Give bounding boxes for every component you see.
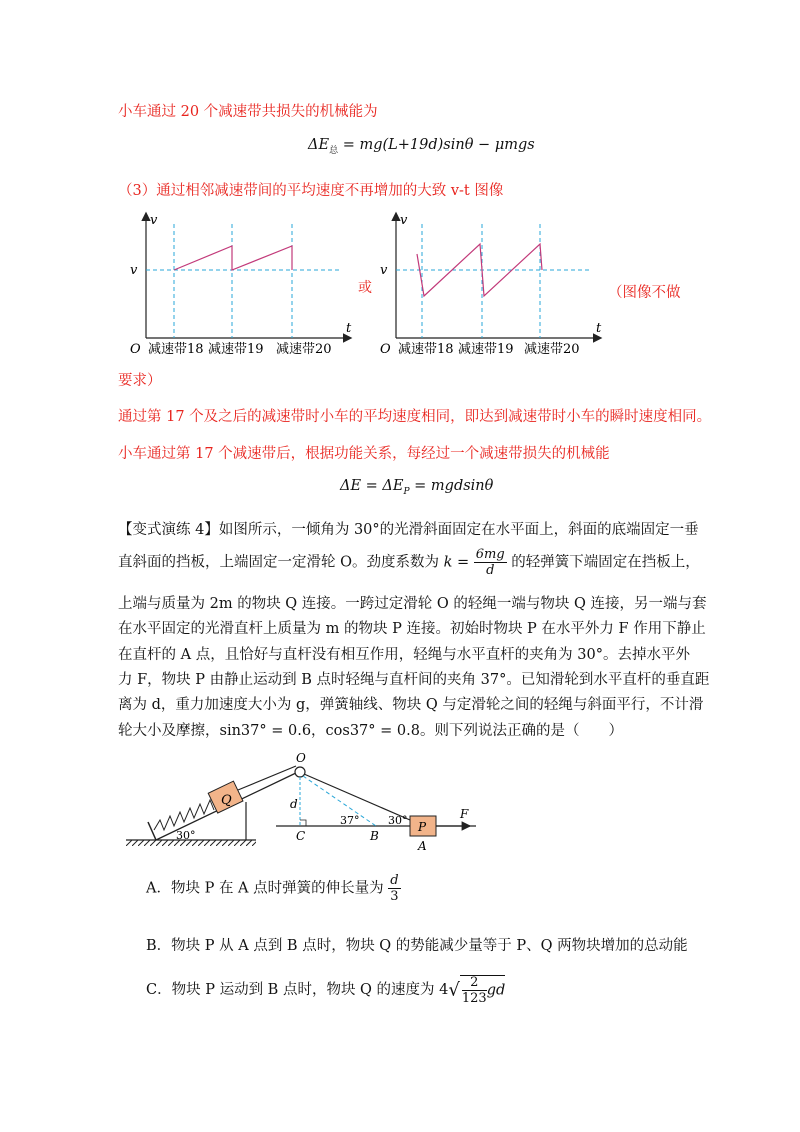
- question-line-6: 力 F，物块 P 由静止运动到 B 点时轻绳与直杆间的夹角 37°。已知滑轮到水平直杆的垂直距: [118, 672, 710, 688]
- label-p: P: [418, 820, 427, 834]
- right-t-label: t: [596, 321, 602, 336]
- left-vt-curve: [174, 246, 292, 270]
- option-c-gd: gd: [486, 982, 506, 999]
- left-v-label: v: [150, 213, 158, 228]
- or-label: 或: [358, 280, 372, 296]
- right-v-level-label: v: [380, 263, 388, 278]
- option-a-num: d: [390, 873, 399, 888]
- formula2-lhs: ΔE = ΔE: [340, 478, 404, 494]
- right-v-label: v: [400, 213, 408, 228]
- text-energy-loss-20: 小车通过 20 个减速带共损失的机械能为: [118, 104, 378, 120]
- k-fraction: [474, 548, 507, 577]
- label-d: d: [290, 797, 298, 811]
- left-tick-20: 减速带20: [276, 342, 332, 357]
- option-a: [146, 874, 401, 903]
- question-line-2-text-b: 的轻弹簧下端固定在挡板上，: [511, 554, 700, 571]
- formula-sub: 总: [329, 145, 339, 156]
- label-37: 37°: [340, 814, 360, 827]
- label-30-right: 30°: [388, 814, 408, 827]
- left-tick-19: 减速带19: [208, 342, 264, 357]
- question-line-4: 在水平固定的光滑直杆上质量为 m 的物块 P 连接。初始时物块 P 在水平外力 F 作用下静止: [118, 621, 706, 637]
- option-c-num: 2: [462, 976, 487, 991]
- right-tick-19: 减速带19: [458, 342, 514, 357]
- option-c-radicand: [460, 975, 505, 1005]
- text-graph-note-left: 要求）: [118, 373, 162, 389]
- formula2-sub: P: [403, 486, 410, 497]
- question-line-1: 【变式演练 4】如图所示，一倾角为 30°的光滑斜面固定在水平面上，斜面的底端固定一垂: [118, 522, 699, 538]
- text-energy-per-bump: 小车通过第 17 个减速带后，根据功能关系，每经过一个减速带损失的机械能: [118, 446, 610, 462]
- sqrt-icon: √: [448, 979, 460, 1001]
- left-t-label: t: [346, 321, 352, 336]
- right-angle-mark: [300, 820, 306, 826]
- option-b: B．物块 P 从 A 点到 B 点时，物块 Q 的势能减少量等于 P、Q 两物块增加的总动能: [146, 938, 688, 954]
- text-graph-note-right: （图像不做: [608, 285, 681, 301]
- option-c-text: C．物块 P 运动到 B 点时，物块 Q 的速度为: [146, 982, 435, 998]
- formula-total-energy-loss: [308, 137, 535, 156]
- right-origin: O: [380, 342, 391, 357]
- question-line-2: [118, 548, 700, 577]
- label-f: F: [460, 807, 469, 821]
- wall-plate: [148, 822, 156, 840]
- label-30-left: 30°: [176, 829, 196, 842]
- label-c: C: [296, 829, 306, 843]
- left-origin: O: [130, 342, 141, 357]
- formula-rhs: = mg(L+19d)sinθ − μmgs: [342, 137, 535, 153]
- option-c-den: 123: [461, 991, 487, 1006]
- question-line-7: 离为 d，重力加速度大小为 g，弹簧轴线、物块 Q 与定滑轮之间的轻绳与斜面平行，不计滑: [118, 697, 704, 713]
- k-denominator: d: [486, 563, 495, 578]
- option-c: [146, 975, 505, 1005]
- k-lhs: k =: [443, 554, 470, 571]
- k-numerator: 6mg: [475, 547, 505, 562]
- text-vt-graph-caption: （3）通过相邻减速带间的平均速度不再增加的大致 v-t 图像: [118, 183, 504, 199]
- right-tick-20: 减速带20: [524, 342, 580, 357]
- question-line-2-text-a: 直斜面的挡板，上端固定一定滑轮 O。劲度系数为: [118, 554, 439, 571]
- label-a: A: [418, 839, 427, 853]
- spring: [154, 800, 214, 830]
- option-c-coef: 4: [439, 982, 449, 998]
- text-avg-speed-same: 通过第 17 个及之后的减速带时小车的平均速度相同，即达到减速带时小车的瞬时速度相同。: [118, 409, 712, 425]
- option-a-den: 3: [390, 889, 399, 904]
- physics-figure: [120, 750, 500, 860]
- left-tick-18: 减速带18: [148, 342, 204, 357]
- label-b: B: [370, 829, 379, 843]
- question-line-5: 在直杆的 A 点，且恰好与直杆没有相互作用，轻绳与水平直杆的夹角为 30°。去掉水平外: [118, 647, 690, 663]
- option-c-fraction: [462, 976, 487, 1005]
- question-line-8: 轮大小及摩擦，sin37° = 0.6，cos37° = 0.8。则下列说法正确的是（ ）: [118, 723, 623, 739]
- option-a-fraction: [388, 874, 400, 903]
- right-tick-18: 减速带18: [398, 342, 454, 357]
- label-o: O: [296, 751, 306, 765]
- label-q: Q: [221, 793, 232, 808]
- formula-energy-per-bump: [340, 478, 493, 497]
- pulley: [295, 767, 305, 777]
- formula-lhs: ΔE: [308, 137, 330, 153]
- left-v-level-label: v: [130, 263, 138, 278]
- option-a-text: A．物块 P 在 A 点时弹簧的伸长量为: [146, 880, 384, 897]
- question-line-3: 上端与质量为 2m 的物块 Q 连接。一跨过定滑轮 O 的轻绳一端与物块 Q 连接，另一端与套: [118, 596, 707, 612]
- formula2-rhs: = mgdsinθ: [409, 478, 494, 494]
